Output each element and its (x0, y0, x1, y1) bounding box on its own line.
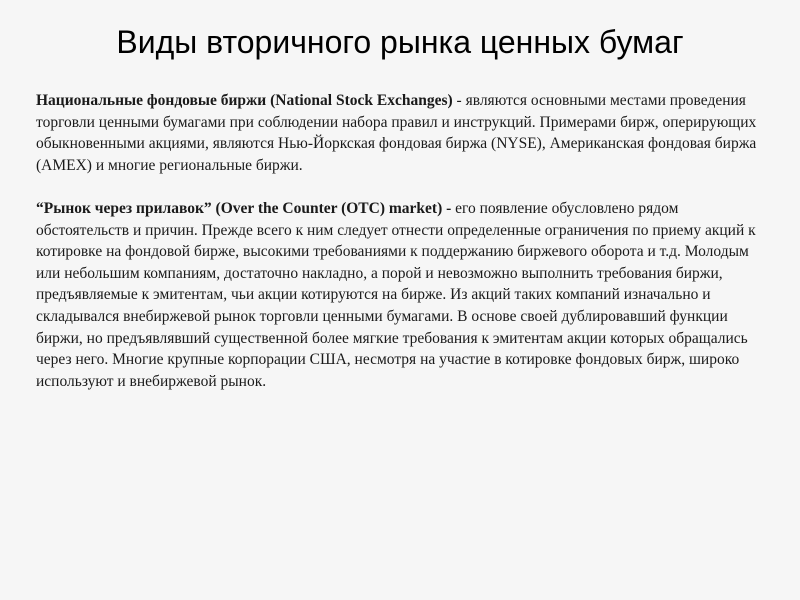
paragraph-text: его появление обусловлено рядом обстоятельств и причин. Прежде всего к ним следует отнести определенные ограничения по приему акций к котировке на фондовой бирже, высокими требованиями к поддержанию биржевого оборота и т.д. Молодым или небольшим компаниям, достаточно накладно, а порой и невозможно выполнить требования биржи, предъявляемые к эмитентам, чьи акции котируются на бирже. Из акций таких компаний изначально и складывался внебиржевой рынок торговли ценными бумагами. В основе своей дублировавший функции биржи, но предъявлявший существенной более мягкие требования к эмитентам акции которых обращались через него. Многие крупные корпорации США, несмотря на участие в котировке фондовых бирж, широко используют и внебиржевой рынок. (36, 199, 756, 390)
paragraph-text: - являются основными местами проведения торговли ценными бумагами при соблюдении набора правил и инструкций. Примерами бирж, оперирующих обыкновенными акциями, являются Нью-Йоркская фондовая биржа (NYSE), Американская фондовая биржа (AMEX) и многие региональные биржи. (36, 92, 757, 174)
paragraph-national-exchanges (36, 90, 768, 176)
paragraph-otc-market (36, 198, 768, 392)
slide-title: Виды вторичного рынка ценных бумаг (116, 24, 684, 60)
paragraph-lead: “Рынок через прилавок” (Over the Counter (OTC) market) - (36, 199, 452, 217)
paragraph-lead: Национальные фондовые биржи (National Stock Exchanges) (36, 92, 453, 109)
slide-body (36, 90, 768, 392)
